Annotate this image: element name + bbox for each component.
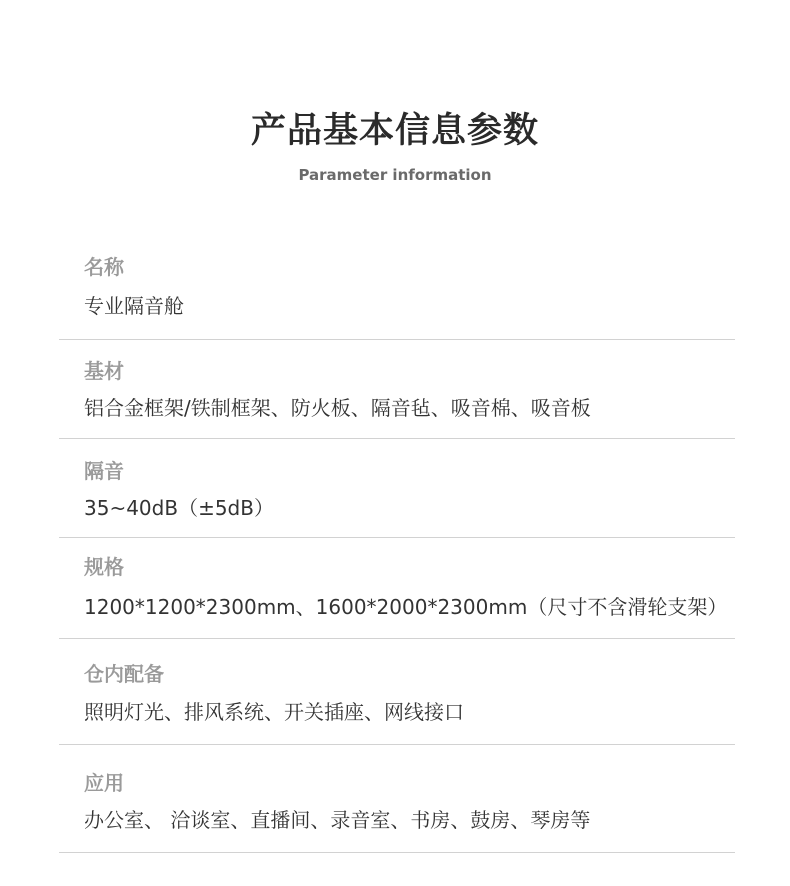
param-label: 仓内配备 [84, 662, 164, 686]
param-value: 办公室、 洽谈室、直播间、录音室、书房、鼓房、琴房等 [84, 808, 591, 832]
param-value: 照明灯光、排风系统、开关插座、网线接口 [84, 700, 464, 724]
param-value: 铝合金框架/铁制框架、防火板、隔音毡、吸音棉、吸音板 [84, 396, 591, 420]
row-divider [59, 744, 735, 745]
row-divider [59, 438, 735, 439]
param-label: 基材 [84, 359, 124, 383]
page-title: 产品基本信息参数 [250, 111, 539, 151]
row-divider [59, 339, 735, 340]
row-divider [59, 638, 735, 639]
param-value: 35~40dB（±5dB） [84, 496, 274, 520]
param-label: 应用 [84, 771, 124, 795]
param-value: 1200*1200*2300mm、1600*2000*2300mm（尺寸不含滑轮支架） [84, 595, 728, 619]
row-divider [59, 537, 735, 538]
param-label: 名称 [84, 255, 124, 279]
row-divider [59, 852, 735, 853]
page-subtitle: Parameter information [298, 166, 492, 184]
param-label: 规格 [84, 555, 124, 579]
param-value: 专业隔音舱 [84, 294, 184, 318]
param-label: 隔音 [84, 459, 124, 483]
